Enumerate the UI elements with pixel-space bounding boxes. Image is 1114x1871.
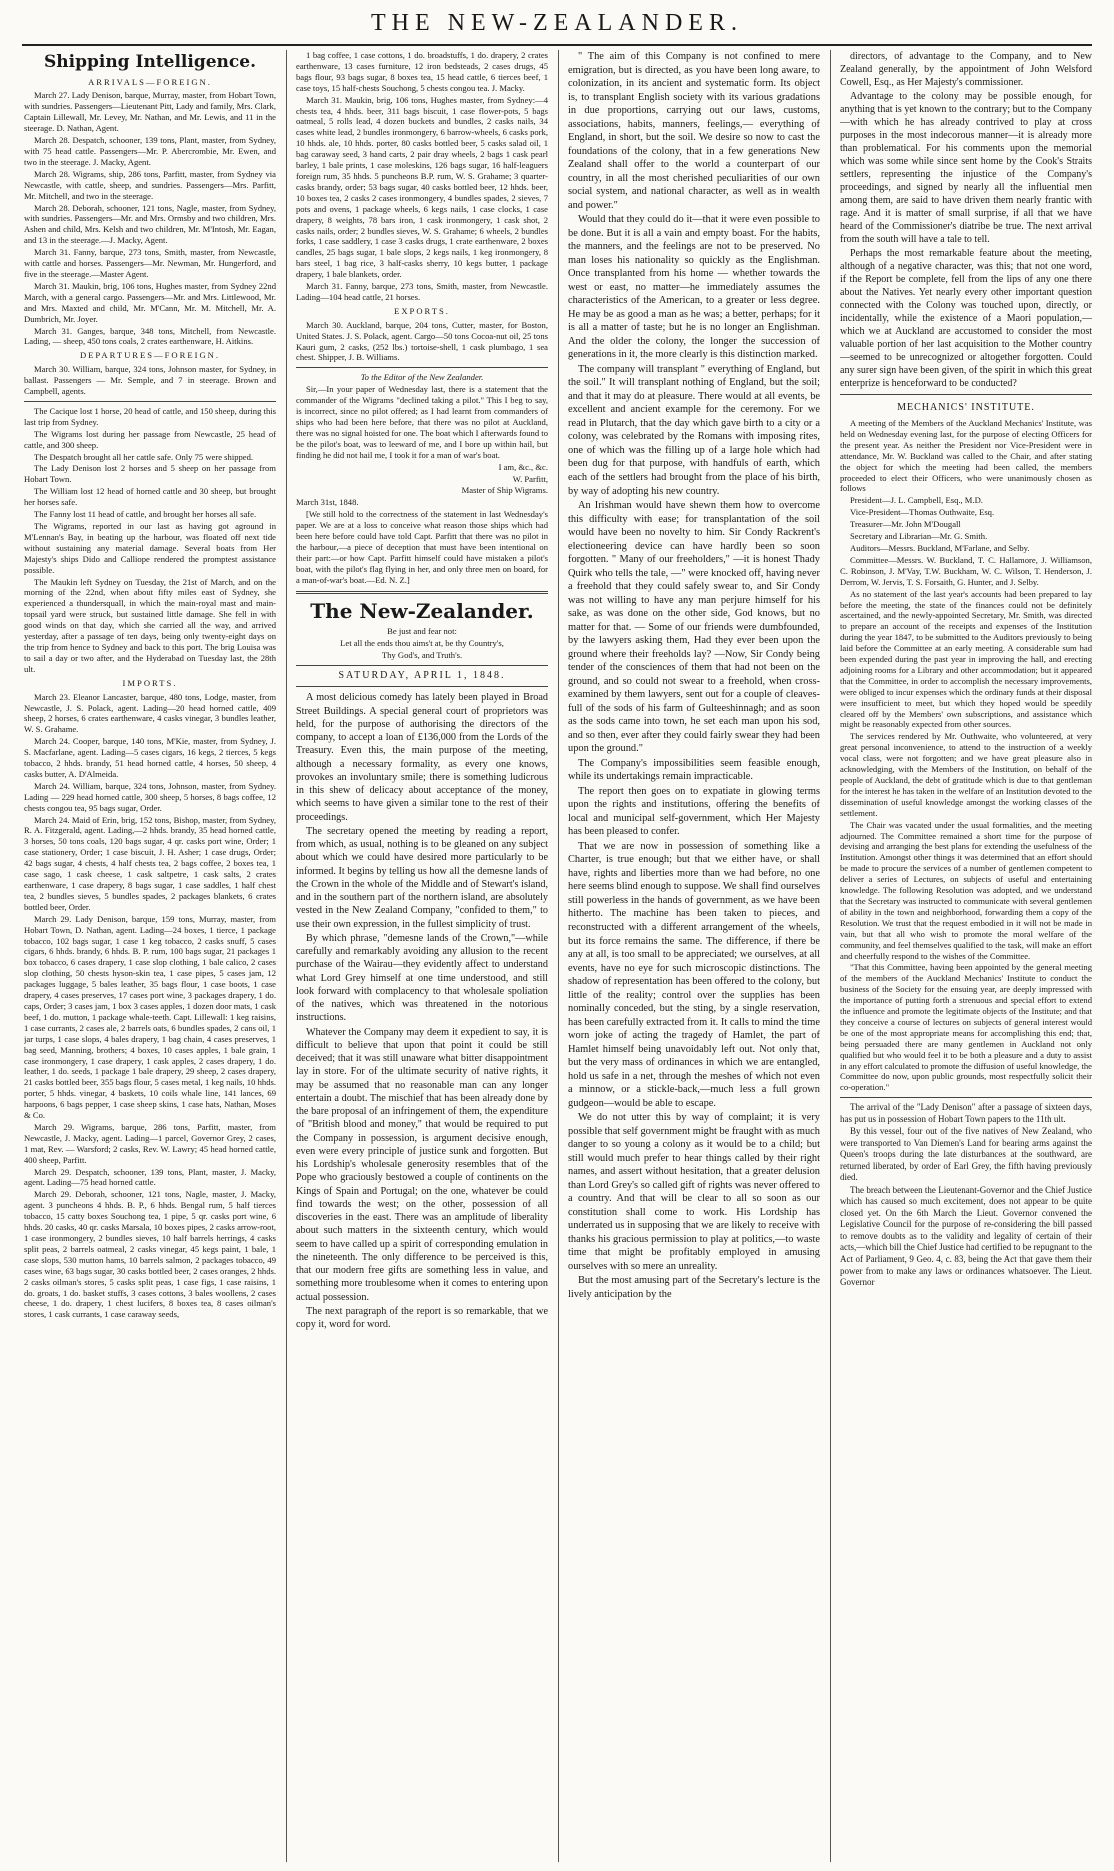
paragraph: The Chair was vacated under the usual formalities, and the meeting adjourned. The Committee remained a short time for the purpose of devising and arranging the best plans for extending the usefulness of the Institution. Amongst other things it was determined that an effort should be made to procure the services of a number of gentlemen competent to deliver a series of Lectures, on subjects of useful and entertaining knowledge. The following Resolution was adopted, and we understand that the Secretary was instructed to communicate with several gentlemen of ability in the town and neighborhood, forwarding them a copy of the Resolution. We trust that the request embodied in it will not be made in vain, but that all who wish to promote the moral welfare of the community, and feel themselves qualified to the task, will make an effort and cheerfully respond to the wishes of the Committee. <box>840 819 1092 961</box>
institute-intro: A meeting of the Members of the Auckland Mechanics' Institute, was held on Wednesday evening last, for the purpose of electing Officers for the present year. As neither the President nor Vice-President were in attendance, Mr. W. Buckland was called to the Chair, and after stating the object for which the meeting had been called, the members proceeded to elect their Officers, who were unanimously chosen as follows <box>840 418 1092 494</box>
motto-line: Thy God's, and Truth's. <box>381 649 463 660</box>
issue-date: SATURDAY, APRIL 1, 1848. <box>338 669 506 681</box>
institute-heading: MECHANICS' INSTITUTE. <box>897 402 1035 413</box>
motto-line: Be just and fear not: <box>387 625 457 636</box>
paper-title: The New-Zealander. <box>310 598 534 623</box>
exports-list <box>296 320 548 364</box>
divider <box>24 401 276 402</box>
paragraph: March 31. Fanny, barque, 273 tons, Smith, master, from Newcastle, with cattle and horses. Passengers—Mr. Newman, Mr. Hungerford, and five in the steerage.—Master Agent. <box>24 247 276 279</box>
paragraph: March 30. Auckland, barque, 204 tons, Cutter, master, for Boston, United States. J. S. Polack, agent. Cargo—50 tons Cocoa-nut oil, 25 tons Kauri gum, 2 casks, (252 lbs.) tortoise-shell, 1 cask plumbago, 1 sea chest. Shipper, J. B. Williams. <box>296 319 548 363</box>
letter-close: I am, &c., &c. <box>498 461 548 472</box>
masthead: THE NEW-ZEALANDER. <box>371 10 743 36</box>
paragraph: March 31. Fanny, barque, 273 tons, Smith, master, from Newcastle. Lading—104 head cattle, 21 horses. <box>296 281 548 302</box>
paragraph: The arrival of the "Lady Denison" after a passage of sixteen days, has put us in possession of Hobart Town papers to the 11th ult. <box>840 1102 1092 1124</box>
paragraph: By this vessel, four out of the five natives of New Zealand, who were transported to Van Diemen's Land for bearing arms against the Queen's troops during the late disturbances at the southward, are returned liberated, by order of Earl Grey, the fifth having previously died. <box>840 1126 1092 1183</box>
paragraph: President—J. L. Campbell, Esq., M.D. <box>850 495 983 506</box>
paragraph: Committee—Messrs. W. Buckland, T. C. Hallamore, J. Williamson, C. Robinson, J. M'Vay, T.W. Buckham, W. C. Wilson, T. Henderson, J. Derrom, W. Jervis, T. S. Forsaith, G. Hunter, and J. Selby. <box>840 554 1092 587</box>
paragraph: The secretary opened the meeting by reading a report, from which, as usual, nothing is to be gleaned on any subject about which we could have desired more particularly to be informed. It begins by telling us how all the demesne lands of the Crown in the whole of the Middle and of Stewart's island, and in the southern part of the northern island, are absolutely vested in the New Zealand Company, "confided to them," to use their own expression, in the fullest simplicity of trust. <box>296 825 548 930</box>
paragraph: March 27. Lady Denison, barque, Murray, master, from Hobart Town, with sundries. Passengers—Lieutenant Pitt, Lady and family, Mrs. Clark, Captain Lillewall, Mr. Levey, Mr. Nathan, and Mr. Lewis, and 11 in the steerage. D. Nathan, Agent. <box>24 90 276 134</box>
letter-body: Sir,—In your paper of Wednesday last, there is a statement that the commander of the Wigrams "declined taking a pilot." This I beg to say, is incorrect, since no pilot offered; as I had learnt from commanders of ships who had been here before, that there was no pilot at Auckland, there was no signal hoisted for one. The boat which I afterwards found to be the pilot's boat, was to leeward of me, and I bore up within hail, but finding he did not hail me, I took it for a man of war's boat. <box>296 384 548 460</box>
letter-signature: W. Parfitt, <box>512 473 548 484</box>
paragraph: The services rendered by Mr. Outhwaite, who volunteered, at very great personal inconvenience, to attend to the instruction of a weekly vocal class, were not forgotten; and we have great pleasure also in acknowledging, with the Members of the Institution, on behalf of the people of Auckland, the debt of gratitude which is due to that gentleman for the interest he has taken in the welfare of an Institution devoted to the dissemination of useful knowledge amongst the working classes of the settlement. <box>840 731 1092 818</box>
paragraph: March 29. Deborah, schooner, 121 tons, Nagle, master, J. Macky, agent. 3 puncheons 4 hhds. B. P., 6 hhds. Bengal rum, 5 half tierces tobacco, 15 catty boxes Souchong tea, 1 pipe, 5 qr. casks port wine, 6 hhds. 20 casks, 40 qr. casks Marsala, 10 boxes pipes, 2 casks arrow-root, 1 case ironmongery, 2 bundles sieves, 10 half barrels herrings, 4 casks split peas, 2 barrels oatmeal, 2 casks vinegar, 45 kegs paint, 1 bale, 1 case slops, 530 mutton hams, 10 barrels salmon, 2 packages tobacco, 49 cases wine, 63 bags sugar, 30 casks bottled beer, 2 cases oranges, 2 hhds. 2 casks oilman's stores, 5 casks split peas, 1 case figs, 1 case raisins, 1 do. groats, 1 do. basket stuffs, 3 cases cottons, 3 bales woollens, 2 cases cheese, 1 do. drapery, 1 chest lucifers, 8 boxes tea, 8 cases oilman's stores, 1 cask currants, 1 case caraway seeds, <box>24 1189 276 1320</box>
paragraph: March 31. Maukin, brig, 106 tons, Hughes master, from Sydney 22nd March, with a general cargo. Passengers—Mr. and Mrs. Littlewood, Mr. and Mrs. Maxted and child, Mr. M'Cann, Mr. M. Mitchell, Mr. A. Dumbrich, Mr. Joyer. <box>24 280 276 324</box>
exports-heading: EXPORTS. <box>394 305 450 316</box>
paragraph: March 31. Ganges, barque, 348 tons, Mitchell, from Newcastle. Lading, — sheep, 450 tons coals, 2 crates earthenware, H. Aitkins. <box>24 325 276 347</box>
column-divider <box>286 50 287 1862</box>
paragraph: March 29. Despatch, schooner, 139 tons, Plant, master, J. Macky, agent. Lading—75 head horned cattle. <box>24 1166 276 1188</box>
paragraph: The William lost 12 head of horned cattle and 30 sheep, but brought her horses safe. <box>24 486 276 508</box>
paragraph: Would that they could do it—that it were even possible to be done. But it is all a vain and empty boast. For the habits, the manners, and the feelings are not to be preserved. No man loses his nationality so quickly as the Englishman. Once transplanted from his home — whether towards the west or east, no matter—he immediately assumes the characteristics of the American, to a greater or less degree. He may be as good a man as he was; a better, perhaps; for it is all a matter of taste; but he is no longer an Englishman. And the older the colony, the longer the succession of generations in it, the more clearly is this distinction marked. <box>568 214 820 361</box>
institute-report <box>840 589 1092 1094</box>
paragraph: The Fanny lost 11 head of cattle, and brought her horses all safe. <box>34 509 257 520</box>
paragraph: Secretary and Librarian—Mr. G. Smith. <box>850 531 988 542</box>
imports-continued <box>296 50 548 303</box>
divider <box>296 591 548 594</box>
paragraph: Vice-President—Thomas Outhwaite, Esq. <box>850 507 995 518</box>
paragraph: The company will transplant " everything of England, but the soil." It will transplant nothing of England, but the soil; and that it may do at pleasure. There would at all events, be excellent and ancient example for the ceremony. For we read in Plutarch, that the day which gave birth to a city or a colony, was celebrated by the Romans with imposing rites, one of which was the filling up of a large hole which had been dug for that purpose, with handfuls of earth, which each of the settlers had brought from the place of his birth, by way of adopting his new country. <box>568 363 820 497</box>
paragraph: The report then goes on to expatiate in glowing terms upon the rights and institutions, offering the benefits of local and municipal self-government, which Her Majesty has been pleased to confer. <box>568 785 820 838</box>
column-divider <box>830 50 831 1862</box>
arrivals-list <box>24 90 276 347</box>
paragraph: The next paragraph of the report is so remarkable, that we copy it, word for word. <box>296 1305 548 1331</box>
paragraph: March 30. William, barque, 324 tons, Johnson master, for Sydney, in ballast. Passengers — Mr. Semple, and 7 in steerage. Brown and Campbell, agents. <box>24 364 276 397</box>
paragraph: The Company's impossibilities seem feasible enough, while its undertakings remain impracticable. <box>568 757 820 783</box>
paragraph: By which phrase, "demesne lands of the Crown,"—while carefully and remarkably avoiding any allusion to the recent purchase of the Wairau—they evidently affect to understand what Lord Grey himself at one time understood, and still look forward with complacency to that wholesale spoliation of the natives, which was threatened in the notorious instructions. <box>296 932 548 1024</box>
imports-list <box>24 692 276 1321</box>
column-4 <box>840 50 1092 1862</box>
paragraph: " The aim of this Company is not confined to mere emigration, but is directed, as you have been long aware, to colonization, in its ancient and systematic form. Its object is, to transplant English society with its various gradations in due proportions, carrying out our laws, customs, associations, habits, manners, feelings,— everything of England, in short, but the soil. We desire so now to cast the foundations of the colony, that in a few generations New Zealand shall offer to the world a counterpart of our country, in all the most cherished peculiarities of our own social system, and national character, as well as in wealth and power." <box>568 51 820 211</box>
divider <box>296 686 548 687</box>
paragraph: "That this Committee, having been appointed by the general meeting of the members of the Auckland Mechanics' Institute to conduct the business of the Society for the ensuing year, are deeply impressed with the importance of putting forth a strenuous and special effort to extend the influence and promote the legitimate objects of the Institute; and that they conceive a course of lectures on subjects of general interest would be one of the most appropriate means for accomplishing this end; that, being persuaded there are many gentlemen in Auckland not only qualified but who would feel it to be both a pleasure and a duty to assist in any effort calculated to promote the diffusion of useful knowledge, the Committee do now, upon public grounds, most respectfully solicit their co-operation." <box>840 962 1092 1093</box>
departures-list <box>24 364 276 397</box>
divider <box>840 1097 1092 1098</box>
paragraph: The Cacique lost 1 horse, 20 head of cattle, and 150 sheep, during this last trip from Sydney. <box>24 405 276 427</box>
divider <box>296 367 548 368</box>
paragraph: We do not utter this by way of complaint; it is very possible that self government might be fraught with as much danger to so young a colony as it would be to a child; but still would much prefer to hear things called by their right names, and assert without hesitation, that a greater delusion than Lord Grey's so called gift of rights was never offered to a country. And that will be clear to all so soon as our constitution shall come to work. His Lordship has underrated us in supposing that we are likely to receive with thanks his gracious permission to play at politics,—to waste time that might be profitably employed in amusing ourselves with so mere an unreality. <box>568 1112 820 1272</box>
officers-list <box>840 495 1092 587</box>
paragraph: Whatever the Company may deem it expedient to say, it is difficult to believe that upon that point it could be still deceived; that it was still unaware what bitter disappointment lay in store. For of the ultimate security of native rights, it may be assumed that no reasonable man can any longer entertain a doubt. The mischief that has been already done by the bare proposal of an infringement of them, the expenditure of "British blood and money," that would be required to put the Company in possession, is argument decisive enough, even were every principle of justice sunk and forgotten. But his Lordship's wholesale generosity resembles that of the Pope who graciously bestowed a couple of continents on the Kings of Spain and Portugal; on the one, whatever be could find towards the west; on the other, possession of all discoveries in the east. There was an amplitude of liberality about such matters in the sixteenth century, which would seem to have called up a spirit of corresponding emulation in the nineteenth. The only difference to be perceived is this, that our modern free gifts are something less in value, and something more troublesome when it comes to entering upon actual possession. <box>296 1026 548 1303</box>
letter-heading: To the Editor of the New Zealander. <box>360 372 484 383</box>
paragraph: 1 bag coffee, 1 case cottons, 1 do. broadstuffs, 1 do. drapery, 2 crates earthenware, 13 cases furniture, 12 iron bedsteads, 2 cases drugs, 45 bags flour, 93 bags sugar, 8 boxes tea, 15 head cattle, 6 tierces beef, 1 case toys, 15 half-chests Souchong, 5 chests congou tea. J. Macky. <box>296 50 548 93</box>
paragraph: But the most amusing part of the Secretary's lecture is the lively anticipation by the <box>568 1275 820 1300</box>
paragraph: As no statement of the last year's accounts had been prepared to lay before the meeting, the state of the finances could not be definitely ascertained, and the newly-appointed Secretary, Mr. Smith, was directed to prepare an account of the receipts and expenses of the Institution during the year 1847, to be submitted to the Auditors previously to being laid before the Committee at an early meeting. A considerable sum had been expended during the past year in improving the hall, and erecting adjoining rooms for a Library and other accommodation; but it appeared that the Committee, in order to accomplish the necessary improvements, were obliged to incur expenses which the ordinary funds at their disposal were insufficient to meet, but which they hoped would be speedily cleared off by the Members' own subscriptions, and assistance which might be reasonably expected from other sources. <box>840 588 1092 730</box>
paragraph: The Wigrams, reported in our last as having got aground in M'Lennan's Bay, in beating up the harbour, was floated off next tide without sustaining any material damage. Several boats from Her Majesty's ships Dido and Calliope rendered the promptest assistance possible. <box>24 521 276 575</box>
shipping-heading: Shipping Intelligence. <box>44 52 256 72</box>
paragraph: The breach between the Lieutenant-Governor and the Chief Justice which has caused so much excitement, does not appear to be quite closed yet. On the 6th March the Lieut. Governor convened the Legislative Council for the purpose of re-considering the bill passed to remove doubts as to the validity and legality of certain of their acts,—which bill the Chief Justice had certified to be repugnant to the Act of Parliament, 9 Geo. 4, c. 83, being the Act that gave them their power from to make any laws or ordinances whatsoever. The Lieut. Governor <box>840 1184 1092 1288</box>
news-items <box>840 1102 1092 1288</box>
paragraph: March 28. Despatch, schooner, 139 tons, Plant, master, from Sydney, with 75 head cattle. Passengers—Mr. P. Abercrombie, Mr. Ewen, and two in the steerage. J. Macky, Agent. <box>24 135 276 167</box>
paragraph: The Despatch brought all her cattle safe. Only 75 were shipped. <box>34 451 254 462</box>
column-3 <box>568 50 820 1862</box>
divider <box>840 394 1092 395</box>
letter-signature-title: Master of Ship Wigrams. <box>461 485 548 496</box>
paragraph: The Maukin left Sydney on Tuesday, the 21st of March, and on the morning of the 22nd, when about fifty miles east of Sydney, she experienced a thundersquall, in which the main-royal mast and main-topsail yard were struck, but sustained little damage. She fell in with good winds on that day, which she carried all the way, and arrived yesterday, after a passage of ten days, being only twenty-eight days on the trip from hence to Sydney and back to this port. The brig Louisa was to sail a day or two after, and the Hyderabad on Tuesday last, the 28th ult. <box>24 576 276 674</box>
paragraph: March 31. Maukin, brig, 106 tons, Hughes master, from Sydney:—4 chests tea, 4 hhds. beer, 311 bags biscuit, 1 case flower-pots, 5 bags oatmeal, 5 rolls lead, 4 dozen buckets and bundles, 2 casks nails, 34 cases white lead, 2 bundles ironmongery, 6 barrow-wheels, 6 casks pork, 10 hhds. ale, 10 hhds. porter, 80 casks bottled beer, 5 casks salad oil, 1 bag caraway seed, 3 hand carts, 2 pair dray wheels, 2 bags 1 cask pearl barley, 1 bale prints, 1 case moleskins, 126 bags sugar, 16 half-leaguers foreign rum, 35 hhds. 5 puncheons B.P. rum, W. S. Grahame; 3 quarter-casks brandy, order; 53 bags sugar, 40 casks bottled beer, 12 hhds. beer, 10 boxes tea, 2 casks 2 cases ironmongery, 4 bundles spades, 2 sieves, 7 pots and ovens, 1 package wheels, 6 kegs nails, 1 case clocks, 1 case drapery, 8 weights, 78 bars iron, 1 cask ironmongery, 1 cask shot, 2 casks nails, order; 2 bundles sieves, W. S. Grahame; 6 wheels, 2 bundles forks, 1 case saddlery, 1 case 3 casks drugs, 1 crate earthenware, 2 boxes candles, 25 bags sugar, 1 bale slops, 2 kegs nails, 1 keg ironmongery, 8 bars steel, 1 bag rice, 3 half-casks sherry, 10 kegs butter, 1 package drapery, 1 bale blankets, order. <box>296 94 548 280</box>
motto-line: Let all the ends thou aims't at, be thy Country's, <box>340 637 504 648</box>
column-divider <box>558 50 559 1862</box>
editorial-continued <box>568 50 820 1301</box>
paragraph: Treasurer—Mr. John M'Dougall <box>850 519 961 530</box>
editorial <box>296 691 548 1331</box>
paragraph: Advantage to the colony may be possible enough, for anything that is yet known to the contrary; but to the Company—with which he has already contrived to play at cross purposes in the most indecorous manner—it is already more than problematical. For his comments upon the memorial which was some while since sent home by the Cook's Straits settlers, representing the injustice of the Company's proceedings, and signed by nearly all the influential men among them, are said to have driven them nearly frantic with rage. And it is matter of small surprise, if all that we have heard of the Commissioner's diatribe be true. The next arrival from the south will have a tale to tell. <box>840 91 1092 245</box>
paragraph: A most delicious comedy has lately been played in Broad Street Buildings. A special general court of proprietors was held, for the purpose of authorising the directors of the company, to accept a loan of £136,000 from the Lords of the Treasury. Even this, the main purpose of the meeting, although a necessary formality, as every one knows, provokes an involuntary smile; there is something ludicrous in this shew of delicacy about acceptance of the money, which seems to have given a similar tone to the rest of their proceedings. <box>296 692 548 823</box>
paragraph: March 24. Cooper, barque, 140 tons, M'Kie, master, from Sydney, J. S. Macfarlane, agent. Lading—5 cases cigars, 16 kegs, 2 tierces, 5 kegs tobacco, 2 hhds. brandy, 51 head horned cattle, 4 horses, 50 sheep, 4 casks butter, A. D'Almeida. <box>24 736 276 779</box>
departures-heading: DEPARTURES—FOREIGN. <box>79 350 221 361</box>
arrivals-heading: ARRIVALS—FOREIGN. <box>88 76 212 87</box>
paragraph: The Wigrams lost during her passage from Newcastle, 25 head of cattle, and 300 sheep. <box>24 428 276 450</box>
shipping-notes <box>24 406 276 675</box>
paragraph: The Lady Denison lost 2 horses and 5 sheep on her passage from Hobart Town. <box>24 463 276 485</box>
divider <box>296 665 548 666</box>
letter-date: March 31st, 1848. <box>296 497 359 508</box>
column-1 <box>24 50 276 1862</box>
paragraph: That we are now in possession of something like a Charter, is true enough; but that we either have, or shall have, rights and liberties more than we had before, no one here seems blind enough to suppose. We shall find ourselves still powerless in the hands of government, as we have been hitherto. The machine has been taken to pieces, and reconstructed with a different arrangement of the wheels, but its force remains the same. The difference, if there be any at all, is too small to be appreciated; we ourselves, at all events, have no eye for such microscopic distinctions. The shadow of representation has been offered to the colony, but little of the reality; control over the supplies has been nominally conceded, but the sting, by a single reservation, has been carefully extracted from it. It calls to mind the time worn joke of acting the tragedy of Hamlet, the part of Hamlet himself being unavoidably left out. Not only that, but the very mass of ordinances in which we are entangled, hold us safe in a net, through the meshes of which not even a minnow, or a stickle-back,—much less a full grown gudgeon—would be able to escape. <box>568 840 820 1109</box>
paragraph: An Irishman would have shewn them how to overcome this difficulty with ease; for transplantation of the soil would have been no novelty to him. Sir Condy Rackrent's electioneering device can have hardly been so soon forgotten. " Many of our freeholders," —it is honest Thady Quirk who tells the tale, —" were knocked off, having never a freehold that they could safely swear to, and Sir Condy was not willing to have any man perjure himself for his sake, as was done on the other side, God knows, but no matter for that. — Some of our friends were dumbfounded, by the lawyers asking them, Had they ever been upon the ground where their freeholds lay? —Now, Sir Condy being tender of the consciences of them that had not been on the ground, and so could not swear to a freehold, when cross-examined by them lawyers, sent out for a couple of cleaves-full of the sods of his farm of Gulteeshinnagh; and as soon as the sods came into town, he set each man upon his sod, and so then, ever after they could fairly swear they had been upon the ground." <box>568 500 820 755</box>
paragraph: March 28. Wigrams, ship, 286 tons, Parfitt, master, from Sydney via Newcastle, with cattle, sheep, and sundries. Passengers—Mrs. Parfitt, Mr. Mitchell, and two in the steerage. <box>24 168 276 201</box>
imports-heading: IMPORTS. <box>122 677 178 688</box>
paragraph: Perhaps the most remarkable feature about the meeting, although of a negative character, was this; that not one word, if the Report be complete, fell from the lips of any one there about the Natives. Yet nearly every other important question connected with the Colony was touched upon, directly, or incidentally, while the existence of a Maori population,—which we at Auckland are accustomed to consider the most valuable portion of her last acquisition to the Mother country—seemed to be unrecognized or altogether forgotten. Could any surer sign have been given, of the spirit in which this great enterprize is henceforward to be conducted? <box>840 248 1092 389</box>
paragraph: March 24. Maid of Erin, brig, 152 tons, Bishop, master, from Sydney, R. A. Fitzgerald, agent. Lading,—2 hhds. brandy, 35 head horned cattle, 3 horses, 50 tons coals, 120 bags sugar, 4 qr. casks port wine, Order; 1 case stationery, Order; 1 case biscuit, J. H. Asher; 1 case drugs, Order; 42 bags sugar, 4 chests, 4 half chests tea, 2 bags coffee, 2 boxes tea, 1 case sago, 1 cask cheese, 1 cask saltpetre, 1 cask salts, 2 crates earthenware, 1 case drapery, 8 bags sugar, 1 case saddles, 1 half chest tea, 2 bundles sieves, 5 bundles spades, 2 packages blankets, 6 crates bottled beer, Order. <box>24 814 276 912</box>
paragraph: Auditors—Messrs. Buckland, M'Farlane, and Selby. <box>850 542 1030 553</box>
masthead-rule <box>22 44 1092 46</box>
paragraph: March 24. William, barque, 324 tons, Johnson, master, from Sydney. Lading — 229 head horned cattle, 300 sheep, 5 horses, 8 bags coffee, 12 chests congou tea, 95 bags sugar, Order. <box>24 780 276 813</box>
editor-note: [We still hold to the correctness of the statement in last Wednesday's paper. We are at a loss to conceive what reason those ships which had been here before could have told Capt. Parfitt that there was no pilot in the harbour,—a piece of deception that must have been intentional on their part:—or how Capt. Parfitt himself could have mistaken a pilot's boat, with the pilot's flag flying in her, and only three men on board, for a man-of-war's boat.—Ed. N. Z.] <box>296 509 548 585</box>
paragraph: directors, of advantage to the Company, and to New Zealand generally, by the appointment of John Welsford Cowell, Esq., as Her Majesty's commissioner. <box>840 51 1092 88</box>
paragraph: March 28. Deborah, schooner, 121 tons, Nagle, master, from Sydney, with sundries. Passengers—Mr. and Mrs. Ormsby and two children, Mrs. Ashen and child, Mrs. Kelsh and two children, Mr. M'Intosh, Mr. Eagan, and 13 in the steerage.—J. Macky, Agent. <box>24 202 276 246</box>
paragraph: March 29. Wigrams, barque, 286 tons, Parfitt, master, from Newcastle, J. Macky, agent. Lading—1 parcel, Governor Grey, 2 cases, 1 mat, Rev. — Warsford; 2 casks, Rev. W. Lawry; 45 head horned cattle, 400 sheep, Parfitt. <box>24 1121 276 1165</box>
paragraph: March 29. Lady Denison, barque, 159 tons, Murray, master, from Hobart Town, D. Nathan, agent. Lading—24 boxes, 1 tierce, 1 package tobacco, 102 bags sugar, 1 case 1 keg tobacco, 2 casks snuff, 5 cases cigars, 6 hhds. brandy, 6 hhds. B. P. rum, 100 bags sugar, 21 packages 1 box tobacco, 6 cases drapery, 1 case slop clothing, 1 bale calico, 2 cases slop clothing, 50 chests hyson-skin tea, 1 case pipes, 5 cases jam, 12 packages luggage, 5 bales leather, 35 bags flour, 1 case boots, 1 case drapery, 4 cases preserves, 17 cases port wine, 3 packages drapery, 1 do. caps, Order; 3 cases jam, 1 box 3 cases apples, 1 dozen door mats, 1 cask beef, 1 do. mutton, 1 package whale-teeth. Capt. Lillewall: 1 keg raisins, 1 case currants, 2 cases ale, 2 barrels oats, 6 bundles spades, 2 cans oil, 1 jar turps, 1 case slops, 4 bales drapery, 1 bag chain, 4 cases preserves, 1 bag seed, Manning, brothers; 4 boxes, 10 cases apples, 1 bale grain, 1 case ironmongery, 1 case drapery, 1 cask apples, 2 cases drapery, 1 do. leather, 1 do. seeds, 1 package 1 bale drapery, 29 sheep, 2 cases drapery, 21 casks bottled beer, 355 bags flour, 5 cases metal, 1 keg nails, 10 hhds. porter, 5 hhds. vinegar, 4 baskets, 10 coils whale line, 141 lances, 69 harpoons, 6 bags pepper, 1 case sheep skins, 1 case hats, Nathan, Moses & Co. <box>24 913 276 1121</box>
paragraph: March 23. Eleanor Lancaster, barque, 480 tons, Lodge, master, from Newcastle, J. S. Polack, agent. Lading—20 head horned cattle, 409 sheep, 2 horses, 6 crates earthenware, 4 casks vinegar, 3 bundles leather, W. S. Grahame. <box>24 691 276 735</box>
column-2 <box>296 50 548 1862</box>
editorial-conclusion <box>840 50 1092 390</box>
